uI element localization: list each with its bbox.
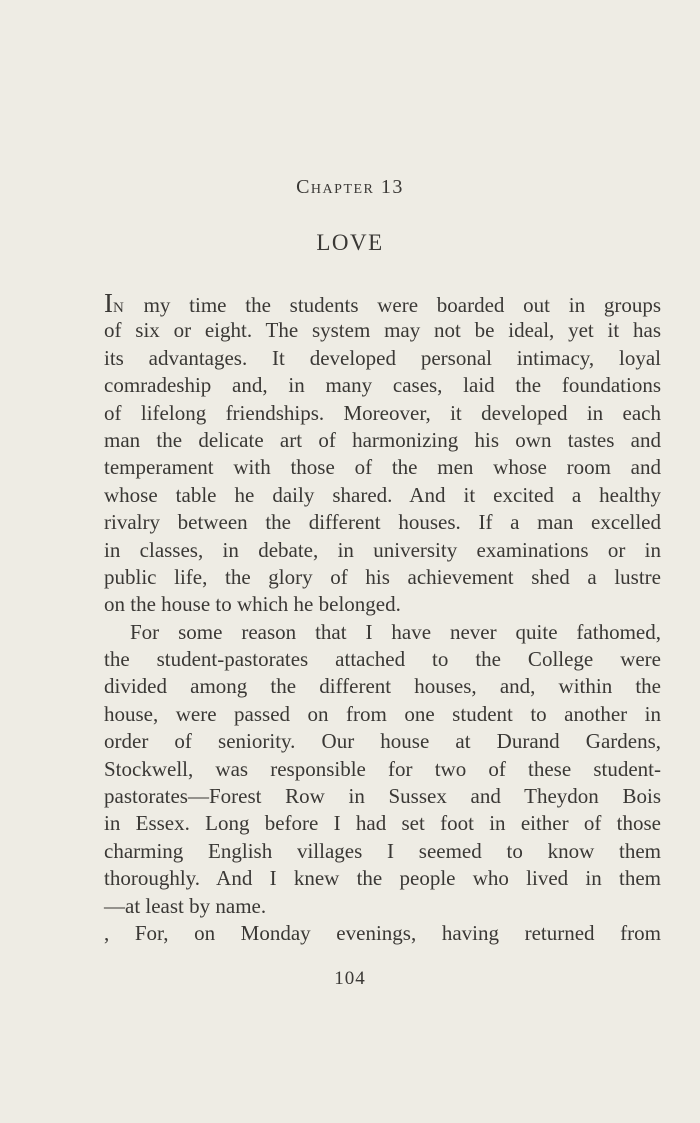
paragraph-2-line: pastorates—Forest Row in Sussex and Theydon Bois: [104, 784, 661, 809]
paragraph-2-line: in Essex. Long before I had set foot in either of those: [104, 811, 661, 836]
paragraph-1-line: public life, the glory of his achievement shed a lustre: [104, 564, 661, 589]
body-text: [104, 290, 661, 947]
paragraph-2-line: thoroughly. And I knew the people who lived in them: [104, 866, 661, 891]
paragraph-1-line: of lifelong friendships. Moreover, it developed in each: [104, 400, 661, 425]
paragraph-1-line: [104, 290, 661, 317]
paragraph-1-line: rivalry between the different houses. If a man excelled: [104, 510, 661, 535]
drop-cap: I: [104, 288, 113, 318]
first-line-text: my time the students were boarded out in groups: [124, 293, 661, 317]
paragraph-1-line: of six or eight. The system may not be ideal, yet it has: [104, 318, 661, 343]
page-number: 104: [334, 968, 366, 989]
paragraph-2-line: order of seniority. Our house at Durand Gardens,: [104, 729, 661, 754]
paragraph-1-line: whose table he daily shared. And it excited a healthy: [104, 482, 661, 507]
paragraph-2-line: divided among the different houses, and, within the: [104, 674, 661, 699]
paragraph-1-line: comradeship and, in many cases, laid the foundations: [104, 373, 661, 398]
paragraph-2-line: Stockwell, was responsible for two of these student-: [104, 756, 661, 781]
paragraph-2-line: house, were passed on from one student to another in: [104, 701, 661, 726]
paragraph-2-line: For some reason that I have never quite fathomed,: [130, 619, 661, 644]
paragraph-1-line: its advantages. It developed personal intimacy, loyal: [104, 345, 661, 370]
paragraph-1-line: on the house to which he belonged.: [104, 592, 401, 617]
paragraph-2-line: —at least by name.: [104, 893, 267, 918]
paragraph-1-line: temperament with those of the men whose room and: [104, 455, 661, 480]
chapter-heading: Chapter 13: [296, 176, 404, 198]
chapter-title: LOVE: [316, 230, 384, 255]
paragraph-1-line: in classes, in debate, in university examinations or in: [104, 537, 661, 562]
small-caps: N: [113, 300, 125, 316]
paragraph-2-line: charming English villages I seemed to know them: [104, 838, 661, 863]
paragraph-1-line: man the delicate art of harmonizing his own tastes and: [104, 427, 661, 452]
paragraph-3-line: , For, on Monday evenings, having returned from: [104, 920, 661, 945]
paragraph-2-line: the student-pastorates attached to the College were: [104, 647, 661, 672]
